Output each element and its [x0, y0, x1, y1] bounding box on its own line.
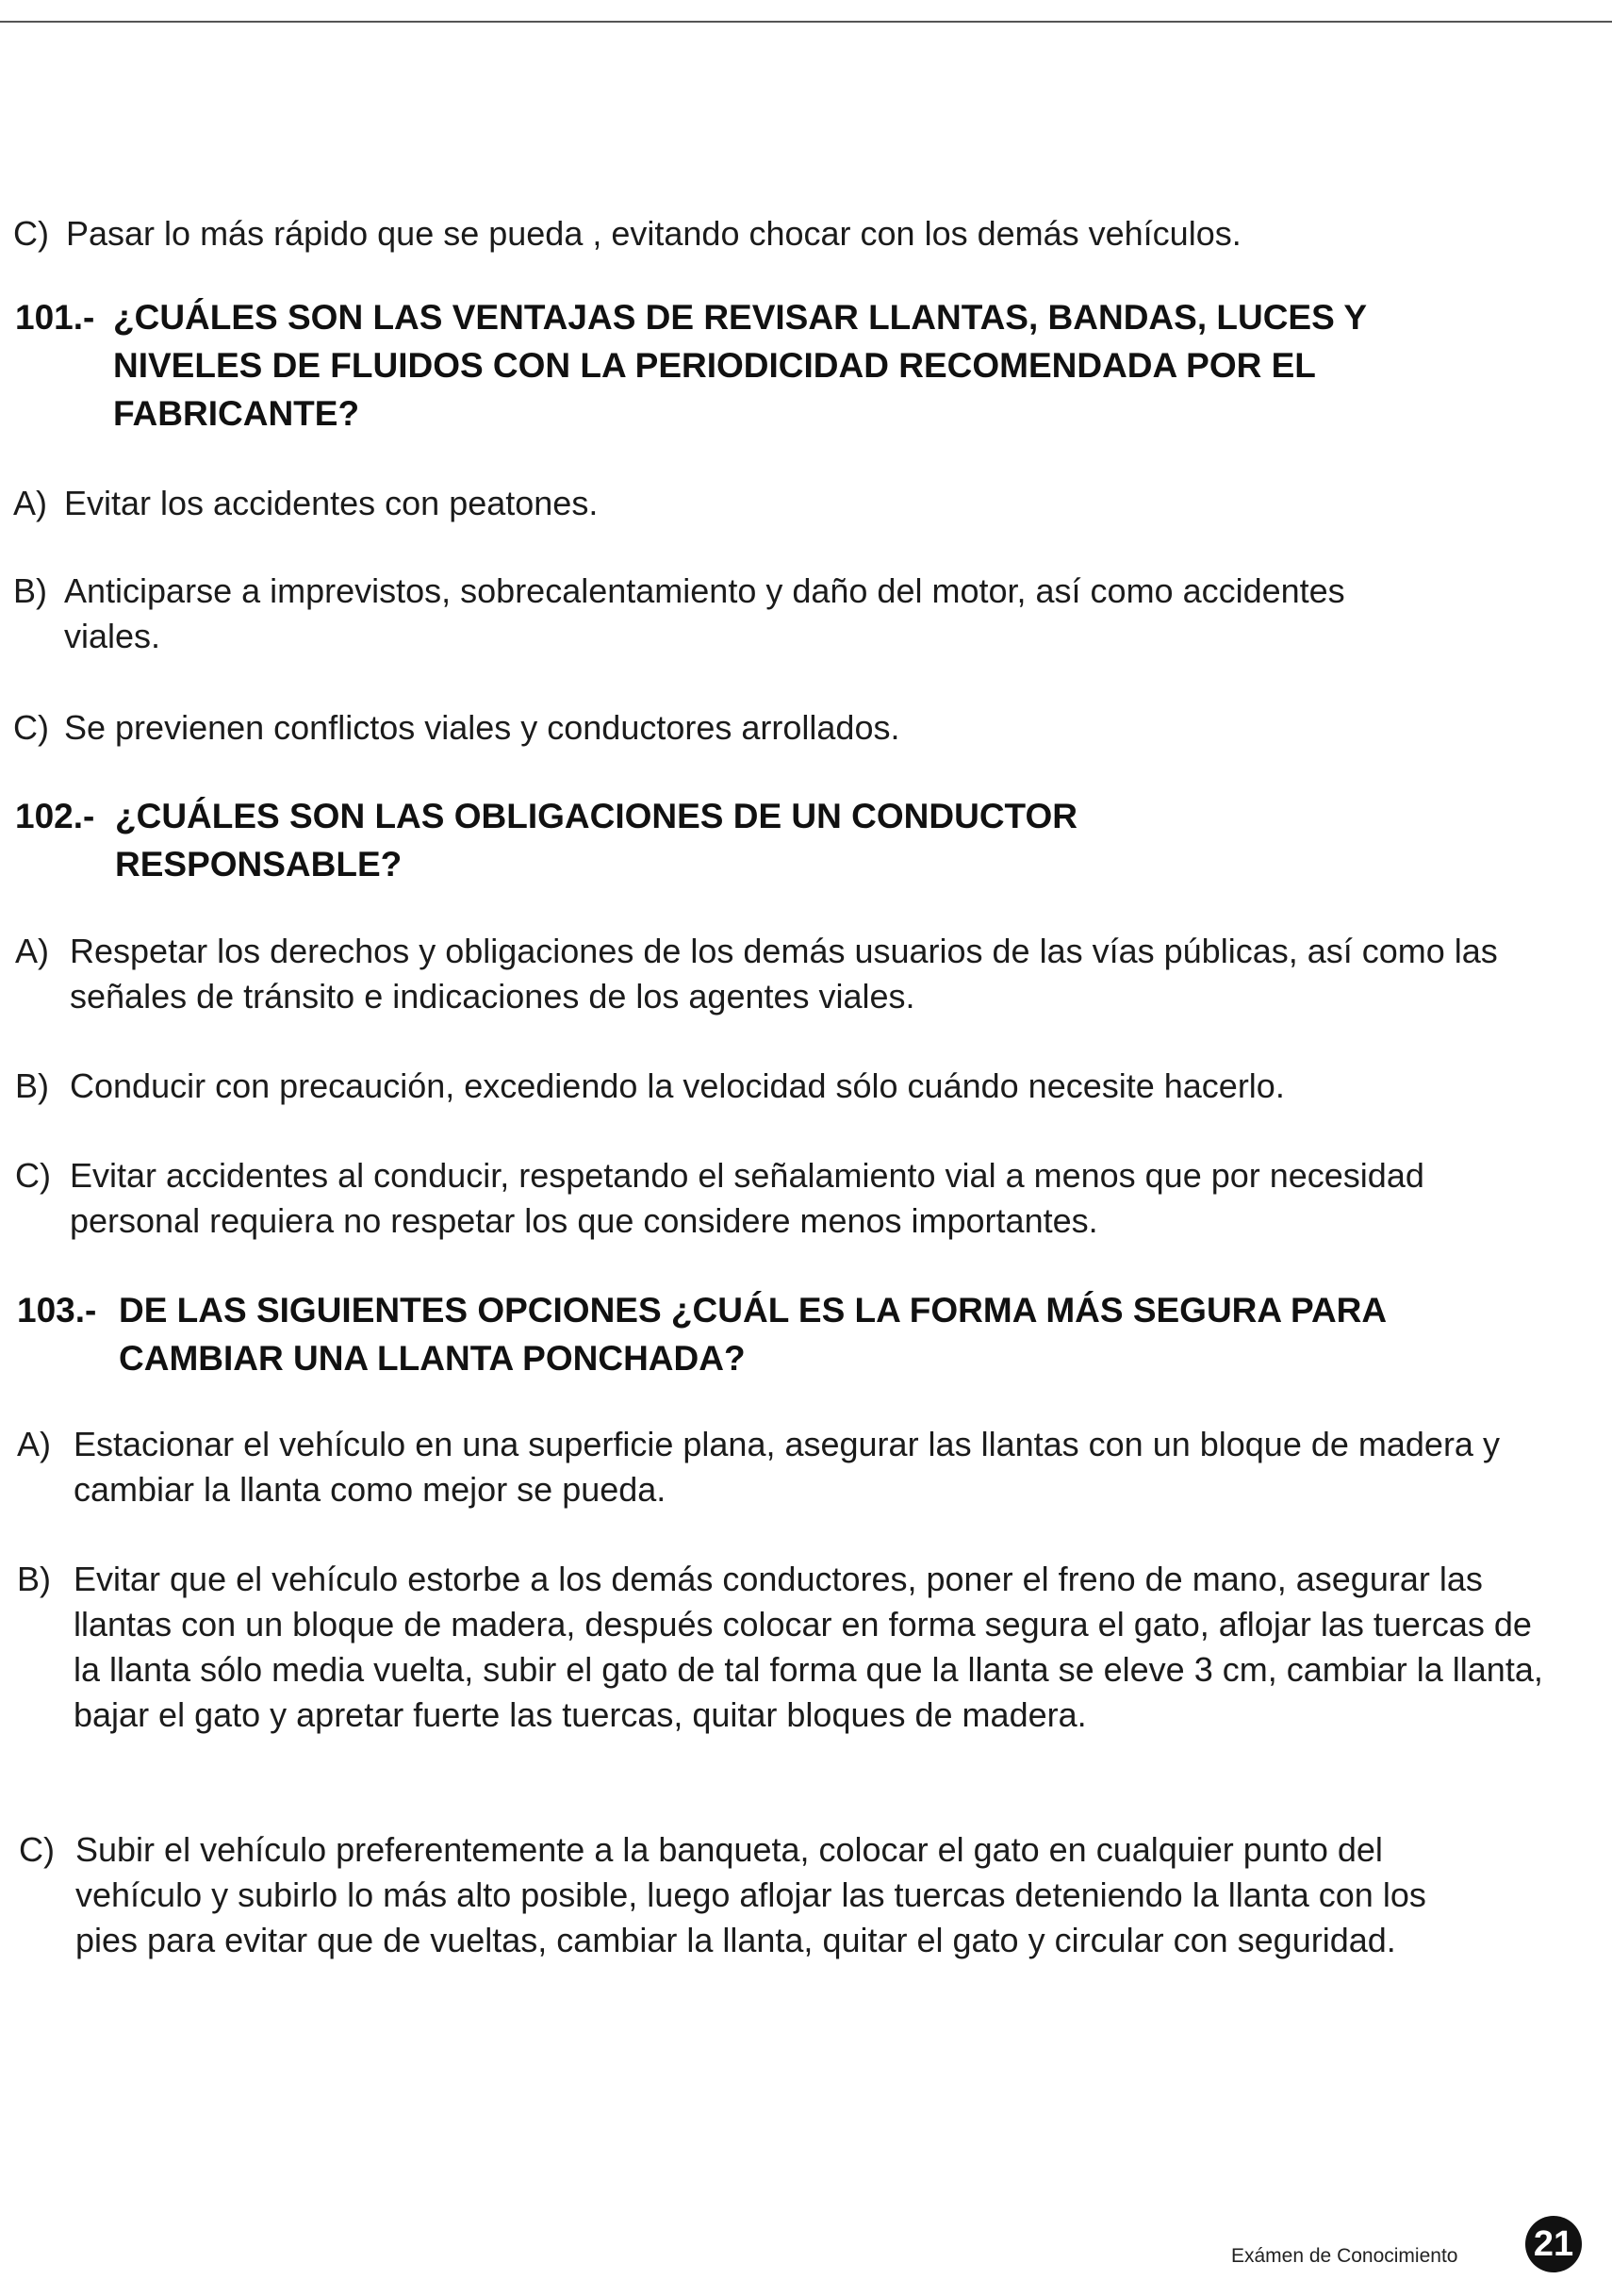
option-letter: C): [15, 1156, 51, 1195]
option-letter: A): [15, 932, 49, 970]
option-letter: B): [13, 571, 47, 610]
option-letter: A): [17, 1425, 51, 1463]
question-number: 103.-: [17, 1291, 97, 1330]
option-text: Estacionar el vehículo en una superficie plana, asegurar las llantas con un bloque de madera y cambiar la llanta como mejor se pueda.: [74, 1425, 1500, 1509]
prev-option-c: [13, 211, 1559, 256]
q101-option-a: [13, 481, 1540, 526]
q103-option-b: [17, 1557, 1544, 1738]
q102-option-a: [15, 929, 1571, 1019]
option-letter: B): [15, 1066, 49, 1105]
page-number-badge: 21: [1525, 2216, 1582, 2272]
option-letter: C): [13, 214, 49, 253]
question-text: ¿CUÁLES SON LAS VENTAJAS DE REVISAR LLANTAS, BANDAS, LUCES Y NIVELES DE FLUIDOS CON LA PERIODICIDAD RECOMENDADA POR EL FABRICANTE?: [113, 298, 1367, 433]
q101-option-b: [13, 569, 1371, 659]
q101-option-c: [13, 705, 1540, 751]
q102-option-c: [15, 1153, 1486, 1244]
option-text: Respetar los derechos y obligaciones de los demás usuarios de las vías públicas, así como las señales de tránsito e indicaciones de los agentes viales.: [70, 932, 1498, 1016]
option-text: Conducir con precaución, excediendo la velocidad sólo cuándo necesite hacerlo.: [70, 1066, 1285, 1105]
q102-option-b: [15, 1064, 1571, 1109]
option-letter: B): [17, 1560, 51, 1598]
option-letter: C): [19, 1830, 55, 1869]
question-102: [15, 792, 1241, 888]
option-text: Anticiparse a imprevistos, sobrecalentamiento y daño del motor, así como accidentes viales.: [64, 571, 1345, 655]
question-text: ¿CUÁLES SON LAS OBLIGACIONES DE UN CONDUCTOR RESPONSABLE?: [115, 797, 1077, 884]
option-text: Se previenen conflictos viales y conductores arrollados.: [64, 708, 900, 747]
question-number: 102.-: [15, 797, 95, 835]
option-letter: C): [13, 708, 49, 747]
top-rule: [0, 21, 1612, 23]
option-text: Subir el vehículo preferentemente a la banqueta, colocar el gato en cualquier punto del vehículo y subirlo lo más alto posible, luego aflojar las tuercas deteniendo la llanta con los pies para evitar que de vueltas, cambiar la llanta, quitar el gato y circular con seguridad.: [75, 1830, 1426, 1959]
option-letter: A): [13, 484, 47, 522]
option-text: Evitar los accidentes con peatones.: [64, 484, 599, 522]
option-text: Pasar lo más rápido que se pueda , evitando chocar con los demás vehículos.: [66, 214, 1242, 253]
question-101: [15, 293, 1505, 438]
option-text: Evitar accidentes al conducir, respetando el señalamiento vial a menos que por necesidad personal requiera no respetar los que considere menos importantes.: [70, 1156, 1424, 1240]
q103-option-c: [19, 1827, 1489, 1963]
option-text: Evitar que el vehículo estorbe a los demás conductores, poner el freno de mano, asegurar las llantas con un bloque de madera, después colocar en forma segura el gato, aflojar las tuercas de la llanta sólo media vuelta, subir el gato de tal forma que la llanta se eleve 3 cm, cambiar la llanta, bajar el gato y apretar fuerte las tuercas, quitar bloques de madera.: [74, 1560, 1543, 1734]
footer-label: Exámen de Conocimiento: [1231, 2245, 1458, 2267]
question-text: DE LAS SIGUIENTES OPCIONES ¿CUÁL ES LA FORMA MÁS SEGURA PARA CAMBIAR UNA LLANTA PONCHADA?: [119, 1291, 1386, 1378]
question-103: [17, 1286, 1488, 1382]
question-number: 101.-: [15, 298, 95, 337]
q103-option-a: [17, 1422, 1544, 1512]
